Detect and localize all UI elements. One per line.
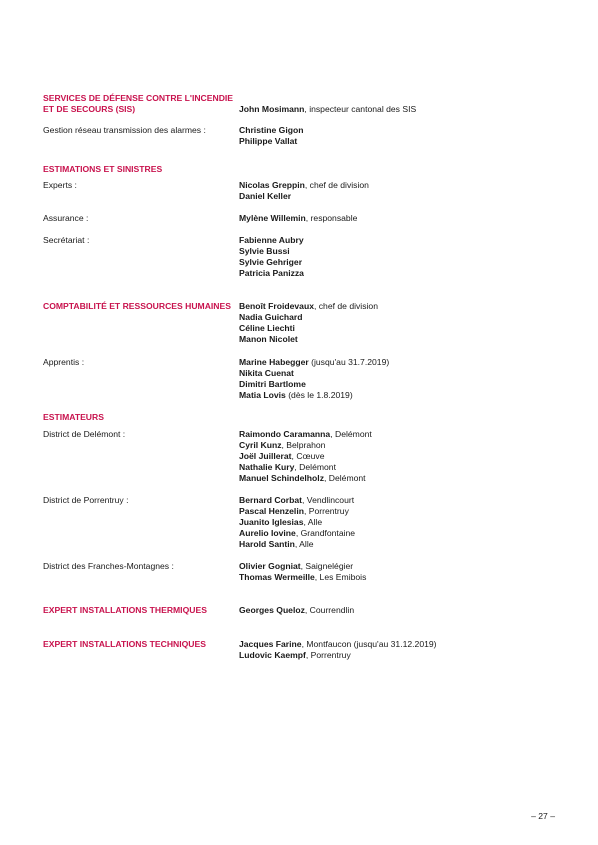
role-label	[43, 235, 233, 246]
staff-list	[239, 561, 569, 583]
role-label	[43, 180, 233, 191]
staff-name: Bernard Corbat	[239, 495, 303, 505]
staff-entry	[239, 572, 569, 583]
staff-entry	[239, 390, 569, 401]
staff-detail: , Alle	[294, 539, 314, 549]
staff-detail: , Grandfontaine	[295, 528, 356, 538]
staff-name: Joël Juillerat	[239, 451, 292, 461]
staff-entry	[239, 191, 569, 202]
role-label	[43, 125, 233, 136]
staff-name: Nikita Cuenat	[239, 368, 294, 378]
staff-entry	[239, 539, 569, 550]
staff-entry	[239, 125, 569, 136]
label-line: ESTIMATEURS	[43, 412, 104, 422]
staff-name: Thomas Wermeille	[239, 572, 315, 582]
staff-detail: , Cœuve	[291, 451, 325, 461]
staff-entry	[239, 268, 569, 279]
staff-name: Nadia Guichard	[239, 312, 303, 322]
label-line: Experts :	[43, 180, 77, 190]
label-line: EXPERT INSTALLATIONS THERMIQUES	[43, 605, 207, 615]
staff-entry	[239, 323, 569, 334]
staff-entry	[239, 506, 569, 517]
role-label	[43, 213, 233, 224]
staff-detail: , Delémont	[294, 462, 336, 472]
staff-list	[239, 357, 569, 401]
label-line: ESTIMATIONS ET SINISTRES	[43, 164, 163, 174]
role-label	[43, 495, 233, 506]
staff-name: Olivier Gogniat	[239, 561, 301, 571]
staff-name: Philippe Vallat	[239, 136, 298, 146]
staff-name: Manuel Schindelholz	[239, 473, 324, 483]
staff-detail: , chef de division	[313, 301, 378, 311]
label-line: ET DE SECOURS (SIS)	[43, 104, 136, 114]
section-heading	[43, 412, 233, 423]
staff-detail: , inspecteur cantonal des SIS	[304, 104, 417, 114]
staff-name: Jacques Farine	[239, 639, 302, 649]
section-heading	[43, 605, 233, 616]
label-line: Assurance :	[43, 213, 89, 223]
staff-detail: , Belprahon	[281, 440, 326, 450]
staff-detail: , Les Emibois	[314, 572, 367, 582]
staff-name: Manon Nicolet	[239, 334, 298, 344]
staff-list	[239, 429, 569, 484]
staff-detail: , Delémont	[324, 473, 366, 483]
staff-name: John Mosimann	[239, 104, 305, 114]
role-label	[43, 357, 233, 368]
staff-entry	[239, 104, 569, 115]
staff-name: Ludovic Kaempf	[239, 650, 306, 660]
staff-entry	[239, 312, 569, 323]
staff-entry	[239, 235, 569, 246]
staff-entry	[239, 561, 569, 572]
staff-entry	[239, 639, 569, 650]
staff-entry	[239, 136, 569, 147]
label-line: District de Delémont :	[43, 429, 126, 439]
staff-detail: , responsable	[305, 213, 358, 223]
section-heading	[43, 301, 233, 312]
staff-name: Mylène Willemin	[239, 213, 306, 223]
staff-entry	[239, 213, 569, 224]
staff-entry	[239, 368, 569, 379]
label-line: Apprentis :	[43, 357, 85, 367]
staff-entry	[239, 650, 569, 661]
staff-list	[239, 495, 569, 550]
staff-entry	[239, 517, 569, 528]
staff-detail: , Alle	[303, 517, 323, 527]
staff-entry	[239, 301, 569, 312]
label-line: District de Porrentruy :	[43, 495, 129, 505]
section-heading	[43, 93, 233, 115]
staff-list	[239, 125, 569, 147]
label-line: Secrétariat :	[43, 235, 90, 245]
staff-list	[239, 605, 569, 616]
staff-name: Sylvie Gehriger	[239, 257, 303, 267]
staff-name: Harold Santin	[239, 539, 295, 549]
staff-entry	[239, 605, 569, 616]
staff-detail: , Porrentruy	[303, 506, 349, 516]
label-line: EXPERT INSTALLATIONS TECHNIQUES	[43, 639, 206, 649]
role-label	[43, 561, 233, 572]
staff-name: Sylvie Bussi	[239, 246, 290, 256]
staff-name: Aurelio Iovine	[239, 528, 296, 538]
staff-detail: , Montfaucon (jusqu'au 31.12.2019)	[301, 639, 437, 649]
staff-name: Juanito Iglesias	[239, 517, 304, 527]
staff-detail: , Saignelégier	[300, 561, 354, 571]
staff-name: Dimitri Bartlome	[239, 379, 306, 389]
staff-detail: , Delémont	[330, 429, 372, 439]
staff-entry	[239, 246, 569, 257]
section-heading	[43, 639, 233, 650]
role-label	[43, 429, 233, 440]
staff-name: Nicolas Greppin	[239, 180, 305, 190]
staff-name: Daniel Keller	[239, 191, 292, 201]
staff-name: Céline Liechti	[239, 323, 295, 333]
staff-name: Patricia Panizza	[239, 268, 304, 278]
staff-detail: (dès le 1.8.2019)	[285, 390, 353, 400]
staff-list	[239, 235, 569, 279]
staff-name: Benoît Froidevaux	[239, 301, 314, 311]
staff-entry	[239, 451, 569, 462]
page-number: – 27 –	[531, 811, 555, 821]
staff-name: Cyril Kunz	[239, 440, 282, 450]
staff-entry	[239, 473, 569, 484]
staff-name: Marine Habegger	[239, 357, 309, 367]
label-line: District des Franches-Montagnes :	[43, 561, 174, 571]
staff-entry	[239, 462, 569, 473]
staff-name: Georges Queloz	[239, 605, 305, 615]
label-line: COMPTABILITÉ ET RESSOURCES HUMAINES	[43, 301, 231, 311]
staff-name: Christine Gigon	[239, 125, 304, 135]
staff-list	[239, 104, 569, 115]
staff-entry	[239, 429, 569, 440]
staff-name: Matia Lovis	[239, 390, 286, 400]
staff-entry	[239, 379, 569, 390]
staff-detail: , Vendlincourt	[302, 495, 355, 505]
staff-entry	[239, 440, 569, 451]
staff-list	[239, 213, 569, 224]
staff-name: Pascal Henzelin	[239, 506, 304, 516]
staff-name: Nathalie Kury	[239, 462, 295, 472]
section-heading	[43, 164, 233, 175]
staff-entry	[239, 357, 569, 368]
staff-entry	[239, 495, 569, 506]
staff-detail: , chef de division	[304, 180, 369, 190]
staff-list	[239, 180, 569, 202]
staff-name: Fabienne Aubry	[239, 235, 304, 245]
staff-detail: , Courrendlin	[304, 605, 355, 615]
staff-detail: , Porrentruy	[305, 650, 351, 660]
staff-list	[239, 639, 569, 661]
staff-list	[239, 301, 569, 345]
staff-detail: (jusqu'au 31.7.2019)	[308, 357, 390, 367]
staff-entry	[239, 257, 569, 268]
staff-entry	[239, 180, 569, 191]
staff-name: Raimondo Caramanna	[239, 429, 331, 439]
staff-entry	[239, 528, 569, 539]
label-line: SERVICES DE DÉFENSE CONTRE L'INCENDIE	[43, 93, 234, 103]
staff-entry	[239, 334, 569, 345]
label-line: Gestion réseau transmission des alarmes :	[43, 125, 206, 135]
